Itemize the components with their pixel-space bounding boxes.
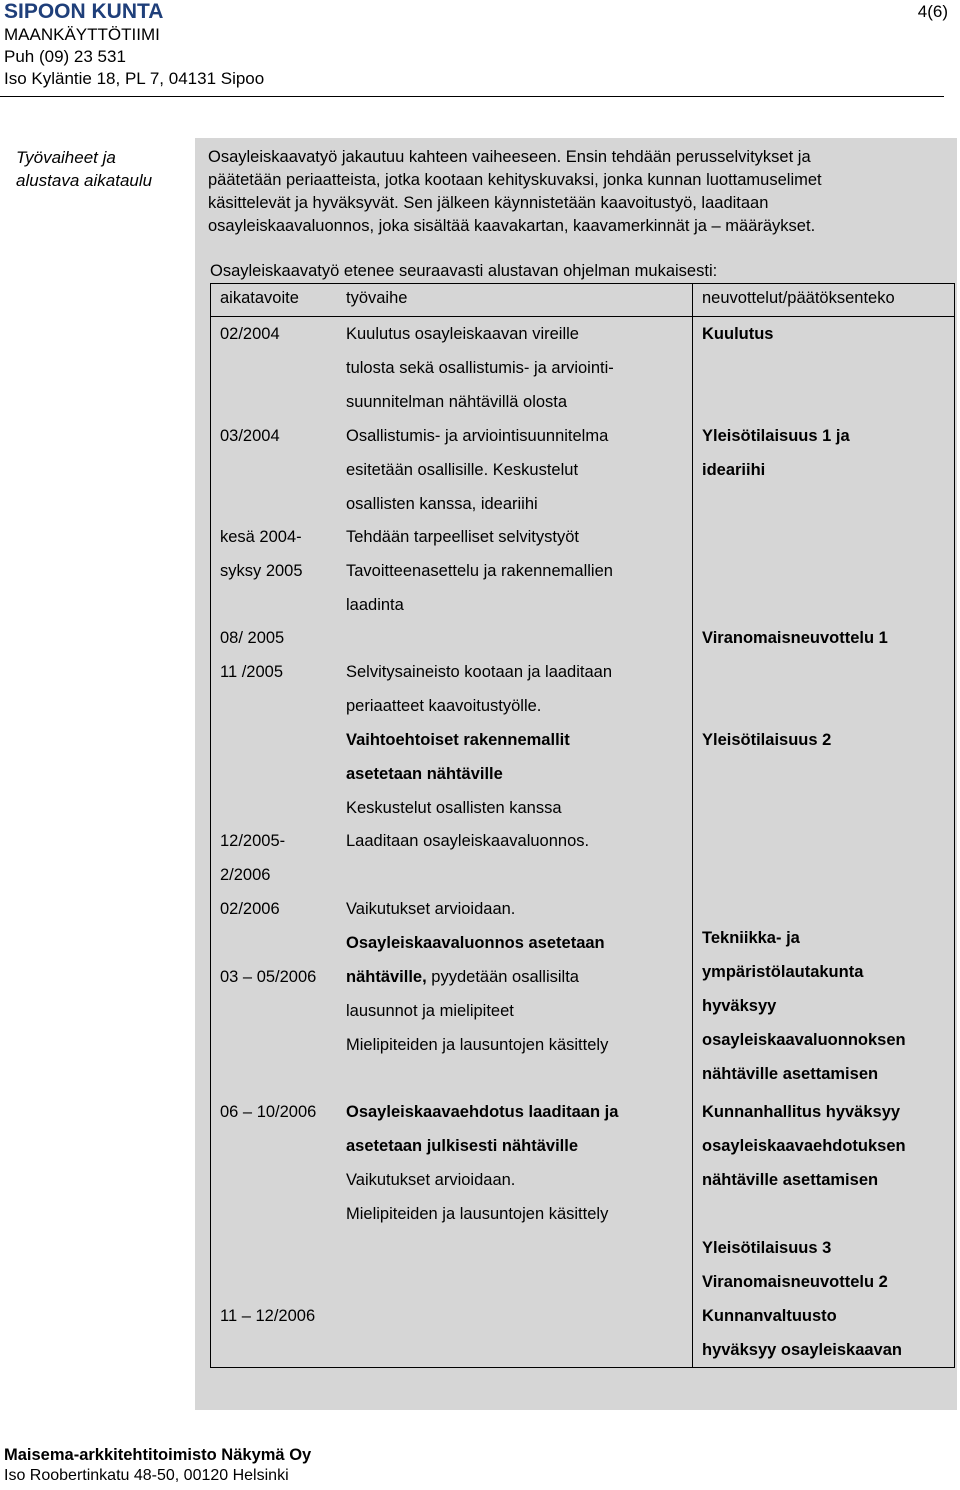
intro-line: osayleiskaavaluonnos, joka sisältää kaavakartan, kaavamerkinnät ja – määräykset.	[208, 217, 816, 235]
phase-line: Osayleiskaavaehdotus laaditaan ja	[346, 1103, 619, 1121]
side-heading-line: Työvaiheet ja	[16, 148, 116, 167]
phase-line: asetetaan nähtäville	[346, 765, 503, 783]
intro-line: Osayleiskaavatyö jakautuu kahteen vaiheeseen. Ensin tehdään perusselvitykset ja	[208, 148, 811, 166]
phase-line: Vaihtoehtoiset rakennemallit	[346, 731, 570, 749]
page-number: 4(6)	[917, 2, 948, 21]
phase-line: Laaditaan osayleiskaavaluonnos.	[346, 832, 590, 850]
decision-line: Viranomaisneuvottelu 2	[702, 1273, 888, 1291]
phase-line: Vaikutukset arvioidaan.	[346, 1171, 516, 1189]
date-cell: 11 – 12/2006	[220, 1307, 316, 1325]
footer	[4, 1444, 311, 1486]
decision-line: osayleiskaavaehdotuksen	[702, 1137, 906, 1155]
intro-line: päätetään periaatteista, jotka kootaan kehityskuvaksi, jonka kunnan luottamuselimet	[208, 171, 822, 189]
left-column	[0, 138, 195, 1410]
date-cell: 12/2005-	[220, 832, 286, 850]
footer-address: Iso Roobertinkatu 48-50, 00120 Helsinki	[4, 1467, 289, 1484]
date-cell: kesä 2004-	[220, 528, 302, 546]
decision-line: ympäristölautakunta	[702, 962, 864, 981]
phase-line: Tehdään tarpeelliset selvitystyöt	[346, 528, 579, 546]
phase-line: periaatteet kaavoitustyölle.	[346, 697, 542, 715]
date-cell: 08/ 2005	[220, 629, 285, 647]
table-border-right	[954, 283, 955, 1367]
date-cell: 03/2004	[220, 427, 280, 445]
phase-line: osallisten kanssa, ideariihi	[346, 495, 538, 513]
decision-line: Kunnanhallitus hyväksyy	[702, 1103, 901, 1121]
phase-line: Keskustelut osallisten kanssa	[346, 799, 562, 817]
decision-line: Kuulutus	[702, 325, 774, 343]
date-cell: 06 – 10/2006	[220, 1103, 317, 1121]
phase-line-bold: nähtäville,	[346, 968, 427, 986]
phase-line: tulosta sekä osallistumis- ja arviointi-	[346, 359, 614, 377]
table-intro: Osayleiskaavatyö etenee seuraavasti alustavan ohjelman mukaisesti:	[210, 262, 718, 280]
phase-line: suunnitelman nähtävillä olosta	[346, 393, 568, 411]
phase-line: Kuulutus osayleiskaavan vireille	[346, 325, 579, 343]
table-bottom-border	[210, 1367, 955, 1368]
schedule-table	[210, 283, 955, 1367]
table-border-left	[210, 283, 211, 1367]
decision-line: hyväksyy osayleiskaavan	[702, 1341, 902, 1359]
intro-paragraph	[208, 146, 948, 238]
header-phase: työvaihe	[346, 289, 408, 307]
phase-line: asetetaan julkisesti nähtäville	[346, 1137, 579, 1155]
date-cell: syksy 2005	[220, 562, 303, 580]
date-cell: 11 /2005	[220, 663, 284, 681]
dept-name: MAANKÄYTTÖTIIMI	[4, 25, 160, 44]
phone: Puh (09) 23 531	[4, 47, 126, 66]
phase-line: Osayleiskaavaluonnos asetetaan	[346, 934, 605, 952]
address: Iso Kyläntie 18, PL 7, 04131 Sipoo	[4, 69, 265, 88]
decision-line: Yleisötilaisuus 3	[702, 1239, 832, 1257]
decision-line: Kunnanvaltuusto	[702, 1307, 837, 1325]
decision-line: ideariihi	[702, 461, 766, 479]
phase-line: nähtäville, pyydetään osallisilta	[346, 968, 579, 986]
org-name: SIPOON KUNTA	[4, 0, 164, 23]
phase-line: Mielipiteiden ja lausuntojen käsittely	[346, 1036, 609, 1054]
decision-line: osayleiskaavaluonnoksen	[702, 1030, 906, 1049]
side-heading	[16, 146, 191, 192]
date-cell: 02/2004	[220, 325, 280, 343]
decision-line: Yleisötilaisuus 1 ja	[702, 427, 850, 445]
header-divider	[0, 96, 944, 97]
phase-line: Osallistumis- ja arviointisuunnitelma	[346, 427, 609, 445]
intro-line: käsittelevät ja hyväksyvät. Sen jälkeen käynnistetään kaavoitustyö, laaditaan	[208, 194, 769, 212]
decision-line: Yleisötilaisuus 2	[702, 731, 832, 749]
phase-line: Selvitysaineisto kootaan ja laaditaan	[346, 663, 613, 681]
phase-line: Mielipiteiden ja lausuntojen käsittely	[346, 1205, 609, 1223]
phase-line: laadinta	[346, 596, 404, 614]
phase-line: Tavoitteenasettelu ja rakennemallien	[346, 562, 613, 580]
phase-line: esitetään osallisille. Keskustelut	[346, 461, 579, 479]
date-cell: 02/2006	[220, 900, 280, 918]
phase-line: lausunnot ja mielipiteet	[346, 1002, 514, 1020]
decision-line: hyväksyy	[702, 996, 777, 1015]
decision-line: Viranomaisneuvottelu 1	[702, 629, 888, 647]
decision-line: Tekniikka- ja	[702, 928, 800, 947]
header-date: aikatavoite	[220, 289, 299, 307]
decision-line: nähtäville asettamisen	[702, 1171, 879, 1189]
decision-line: nähtäville asettamisen	[702, 1064, 879, 1083]
phase-line: Vaikutukset arvioidaan.	[346, 900, 516, 918]
table-col-divider	[692, 283, 693, 1367]
footer-company: Maisema-arkkitehtitoimisto Näkymä Oy	[4, 1446, 312, 1464]
letterhead	[4, 0, 944, 90]
side-heading-line: alustava aikataulu	[16, 171, 153, 190]
date-cell: 2/2006	[220, 866, 271, 884]
header-decision: neuvottelut/päätöksenteko	[702, 289, 895, 307]
table-header-row	[210, 283, 955, 317]
date-cell: 03 – 05/2006	[220, 968, 317, 986]
